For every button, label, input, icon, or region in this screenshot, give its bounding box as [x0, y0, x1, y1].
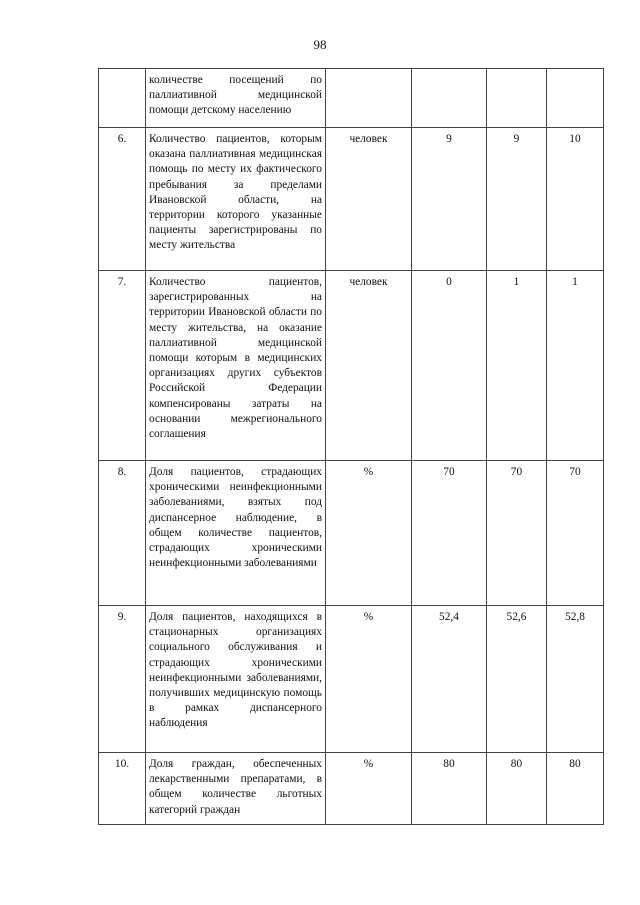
row-value-2: 1: [487, 271, 547, 461]
row-value-1: [412, 69, 487, 128]
row-unit: человек: [326, 271, 412, 461]
row-unit: %: [326, 606, 412, 753]
row-unit: %: [326, 753, 412, 825]
row-value-3: 1: [547, 271, 604, 461]
row-number: 7.: [99, 271, 146, 461]
row-value-1: 52,4: [412, 606, 487, 753]
row-value-3: 70: [547, 461, 604, 606]
row-description: Количество пациентов, которым оказана паллиативная медицинская помощь по месту их фактического пребывания за пределами Ивановской области, на территории которого указанные пациенты зарегистрированы по месту жительства: [146, 128, 326, 271]
row-value-2: 52,6: [487, 606, 547, 753]
row-description: количестве посещений по паллиативной медицинской помощи детскому населению: [146, 69, 326, 128]
row-value-3: 80: [547, 753, 604, 825]
row-number: 6.: [99, 128, 146, 271]
row-value-1: 9: [412, 128, 487, 271]
row-value-1: 0: [412, 271, 487, 461]
row-value-1: 80: [412, 753, 487, 825]
row-description: Доля граждан, обеспеченных лекарственными препаратами, в общем количестве льготных категорий граждан: [146, 753, 326, 825]
table-row: [99, 461, 604, 606]
row-number: 8.: [99, 461, 146, 606]
table-row: [99, 128, 604, 271]
row-number: 9.: [99, 606, 146, 753]
row-unit: %: [326, 461, 412, 606]
row-value-2: [487, 69, 547, 128]
table-row: [99, 606, 604, 753]
table-row: [99, 753, 604, 825]
row-value-1: 70: [412, 461, 487, 606]
row-value-2: 80: [487, 753, 547, 825]
indicators-table: [98, 68, 604, 825]
row-number: 10.: [99, 753, 146, 825]
row-description: Доля пациентов, страдающих хроническими неинфекционными заболеваниями, взятых под диспансерное наблюдение, в общем количестве пациентов, страдающих хроническими неинфекционными заболеваниями: [146, 461, 326, 606]
row-value-3: 10: [547, 128, 604, 271]
page-number: 98: [313, 37, 327, 52]
row-value-2: 70: [487, 461, 547, 606]
row-unit: [326, 69, 412, 128]
row-number: [99, 69, 146, 128]
row-description: Доля пациентов, находящихся в стационарных организациях социального обслуживания и страдающих хроническими неинфекционными заболеваниями, получивших медицинскую помощь в рамках диспансерного наблюдения: [146, 606, 326, 753]
row-value-3: 52,8: [547, 606, 604, 753]
row-unit: человек: [326, 128, 412, 271]
row-value-2: 9: [487, 128, 547, 271]
table-row: [99, 69, 604, 128]
table-row: [99, 271, 604, 461]
row-description: Количество пациентов, зарегистрированных на территории Ивановской области по месту жительства, на оказание паллиативной медицинской помощи которым в медицинских организациях других субъектов Российской Федерации компенсированы затраты на основании межрегионального соглашения: [146, 271, 326, 461]
row-value-3: [547, 69, 604, 128]
